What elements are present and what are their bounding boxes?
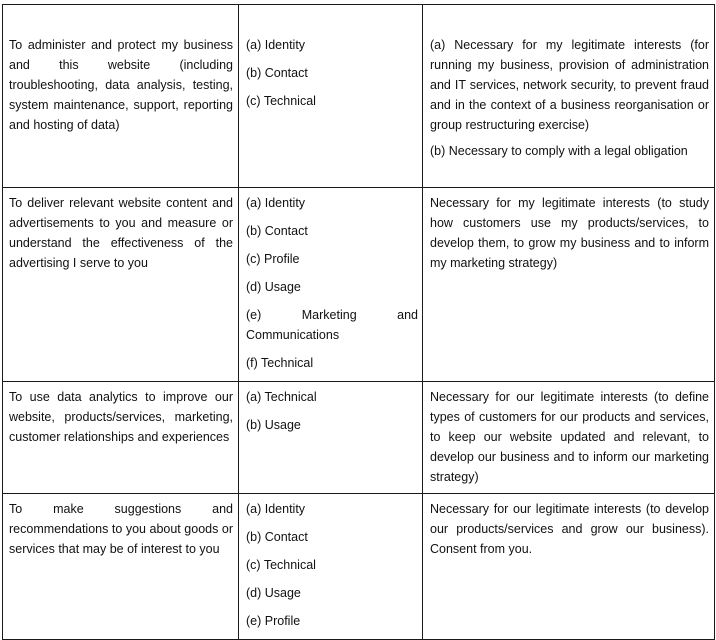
data-type-item: (c) Technical	[246, 94, 316, 108]
data-type-item: (c) Technical	[246, 558, 316, 572]
purpose-cell	[3, 382, 239, 494]
purpose-text: To administer and protect my business and this website (including troubleshooting, data analysis, testing, system maintenance, support, reporting and hosting of data)	[9, 38, 233, 132]
purpose-text: To use data analytics to improve our website, products/services, marketing, customer relationships and experiences	[9, 390, 233, 444]
purpose-text: To deliver relevant website content and advertisements to you and measure or understand the effectiveness of the advertising I serve to you	[9, 196, 233, 270]
data-type-item: (a) Technical	[246, 390, 317, 404]
data-type-item: (b) Contact	[246, 530, 308, 544]
data-type-item: (e) Profile	[246, 614, 301, 628]
table-row	[3, 188, 715, 382]
lawful-basis-cell	[423, 188, 715, 382]
lawful-basis-table	[2, 4, 715, 640]
data-type-item: (b) Usage	[246, 418, 301, 432]
lawful-basis-cell	[423, 494, 715, 640]
data-type-item: (f) Technical	[246, 356, 314, 370]
purpose-cell	[3, 5, 239, 188]
data-type-cell	[239, 382, 423, 494]
purpose-cell	[3, 494, 239, 640]
data-type-item: (c) Profile	[246, 252, 300, 266]
data-type-item: (d) Usage	[246, 586, 301, 600]
purpose-text: To make suggestions and recommendations to you about goods or services that may be of interest to you	[9, 502, 233, 556]
data-type-item: (b) Contact	[246, 224, 308, 238]
data-type-item: (a) Identity	[246, 502, 306, 516]
lawful-basis-cell	[423, 5, 715, 188]
data-type-cell	[239, 188, 423, 382]
lawful-basis-text: Necessary for my legitimate interests (to study how customers use my products/services, to develop them, to grow my business and to inform my marketing strategy)	[430, 196, 709, 270]
data-type-cell	[239, 5, 423, 188]
data-type-item: (d) Usage	[246, 280, 301, 294]
purpose-cell	[3, 188, 239, 382]
data-type-cell	[239, 494, 423, 640]
data-type-item: (b) Contact	[246, 66, 308, 80]
lawful-basis-text: Necessary for our legitimate interests (to develop our products/services and grow our business). Consent from you.	[430, 502, 709, 556]
data-type-item: (a) Identity	[246, 196, 306, 210]
table-row	[3, 494, 715, 640]
lawful-basis-cell	[423, 382, 715, 494]
lawful-basis-text: (b) Necessary to comply with a legal obligation	[430, 144, 688, 158]
lawful-basis-text: (a) Necessary for my legitimate interests (for running my business, provision of administration and IT services, network security, to prevent fraud and in the context of a business reorganisation or group restructuring exercise)	[430, 38, 709, 132]
data-type-item: (a) Identity	[246, 38, 306, 52]
table-row	[3, 382, 715, 494]
data-type-item: (e) Marketing and Communications	[246, 308, 418, 342]
lawful-basis-text: Necessary for our legitimate interests (to define types of customers for our products and services, to keep our website updated and relevant, to develop our business and to inform our marketing strategy)	[430, 390, 709, 484]
table-row	[3, 5, 715, 188]
